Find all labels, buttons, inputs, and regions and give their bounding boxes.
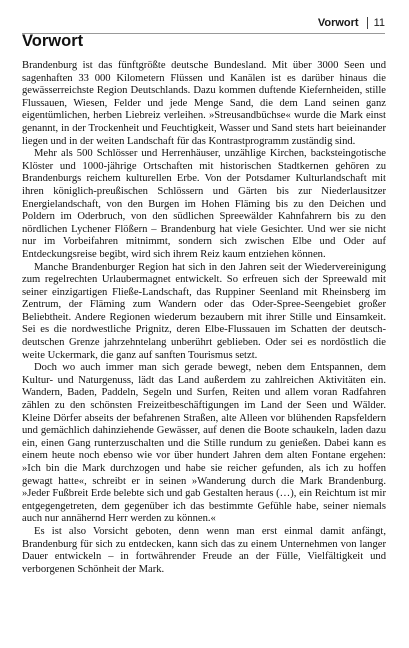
paragraph-5: Es ist also Vorsicht geboten, denn wenn man erst einmal damit anfängt, Brandenburg für sich zu entdecken, kann sich das zu einem Unternehmen von langer Dauer entwickeln – in fortwährender Freude an der Fülle, Vielfältigkeit und verborgenen Schönheit der Mark. (22, 525, 386, 575)
page-number: 11 (373, 17, 385, 29)
body-text (22, 60, 386, 576)
paragraph-2: Mehr als 500 Schlösser und Herrenhäuser, unzählige Kirchen, backsteingotische Klöster und 1000-jährige Ortschaften mit historischen Stadtkernen gehören zu Brandenburgs reichem kulturellen Erbe. Von der Potsdamer Kulturlandschaft mit ihren königlich-preußischen Schlössern und Gärten bis zur Niederlausitzer Energielandschaft, von den Burgen im Hohen Fläming bis zu den Deichen und Poldern im Oderbruch, von den südlichen Spreewälder Kahnfahrern bis zu den nördlichen Lychener Flößern – Brandenburg hat viele Gesichter. Und wer sie nicht nur im Vorbeifahren mitnimmt, sondern sich zwischen Elbe und Oder auf Entdeckungsreise begibt, wird sich ihrem Reiz kaum entziehen können. (22, 148, 386, 260)
running-head-section: Vorwort (317, 17, 359, 29)
paragraph-3: Manche Brandenburger Region hat sich in den Jahren seit der Wiedervereinigung zum regelrechten Urlaubermagnet entwickelt. So erfreuen sich der Spreewald mit seiner einzigartigen Fließe-Landschaft, das Ruppiner Seenland mit Rheinsberg im Zentrum, der Fläming zum Wandern oder das Oder-Spree-Seengebiet großer Beliebtheit. Andere Regionen wiederum bezaubern mit ihrer Stille und Einsamkeit. Sei es die nordwestliche Prignitz, deren Elbe-Flussauen im Schatten der deutsch-deutschen Grenze jahrzehntelang unberührt geblieben. Oder sei es nordöstlich die weite Uckermark, die ganz auf sanften Tourismus setzt. (22, 261, 386, 361)
running-head (285, 17, 385, 29)
running-head-divider (367, 17, 368, 29)
paragraph-1: Brandenburg ist das fünftgrößte deutsche Bundesland. Mit über 3000 Seen und sagenhaften 33 000 Kilometern Flüssen und Kanälen ist es darüber hinaus die gewässerreichste Region Deutschlands. Dazu kommen duftende Kiefernheiden, stille Flussauen, Wiesen, Felder und jede Menge Sand, die dem Land seinen ganz eigentümlichen, herben Liebreiz verleihen. »Streusandbüchse« wurde die Mark einst genannt, in der Trockenheit und Feuchtigkeit, Wasser und Sand stets hart beieinander liegen und in der weiten Landschaft für das Kontrastprogramm zuständig sind. (22, 60, 386, 147)
paragraph-4: Doch wo auch immer man sich gerade bewegt, neben dem Entspannen, dem Kultur- und Naturgenuss, lädt das Land außerdem zu zahlreichen Aktivitäten ein. Wandern, Baden, Paddeln, Segeln und Surfen, Reiten und allem voran Radfahren zählen zu den schönsten Freizeitbeschäftigungen im Land der Seen und Wälder. Kleine Dörfer abseits der befahrenen Straßen, alte Alleen vor blühenden Rapsfeldern und gemächlich dahinziehende Gewässer, auf denen die Boote schaukeln, laden dazu ein, einen Gang runterzuschalten und die Stille rundum zu genießen. Dabei kann es einem heute noch ebenso wie vor über hundert Jahren dem alten Fontane ergehen: »Ich bin die Mark durchzogen und habe sie reicher gefunden, als ich zu hoffen gewagt hatte«, schreibt er in seinen »Wanderung durch die Mark Brandenburg. »Jeder Fußbreit Erde belebte sich und gab Gestalten heraus (…), ein Reichtum ist mir entgegengetreten, dem gegenüber ich das bestimmte Gefühle habe, seiner niemals auch nur annähernd Herr werden zu können.« (22, 362, 386, 525)
chapter-title: Vorwort (22, 32, 84, 50)
